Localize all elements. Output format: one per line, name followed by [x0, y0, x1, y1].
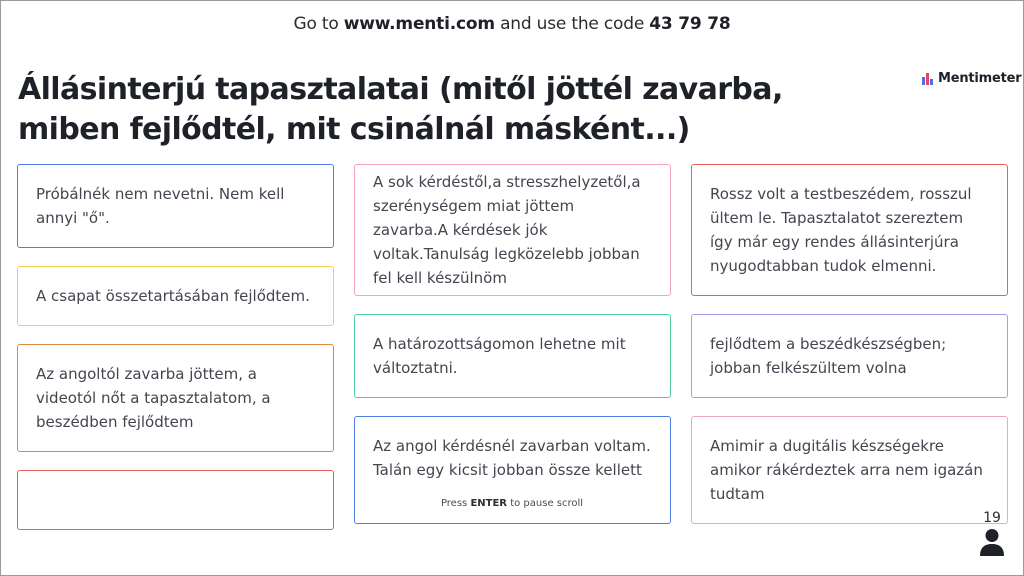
- response-card: [17, 344, 334, 452]
- join-middle: and use the code: [500, 14, 645, 34]
- responses-column-1: [17, 164, 334, 548]
- response-text: Az angol kérdésnél zavarban voltam. Talán egy kicsit jobban össze kellett: [373, 437, 651, 479]
- response-card: [354, 164, 671, 296]
- response-text: fejlődtem a beszédkészségben; jobban felkészültem volna: [710, 335, 947, 377]
- scroll-hint-suffix: to pause scroll: [510, 498, 584, 509]
- join-instructions: [0, 14, 1024, 34]
- response-card: [17, 164, 334, 248]
- response-card: [354, 314, 671, 398]
- response-text: Amimir a dugitális készségekre amikor rákérdeztek arra nem igazán tudtam: [710, 437, 983, 503]
- person-icon: [980, 528, 1004, 556]
- scroll-hint-prefix: Press: [440, 498, 468, 509]
- join-url[interactable]: www.menti.com: [343, 14, 495, 34]
- join-prefix: Go to: [293, 14, 339, 34]
- scroll-hint-key: ENTER: [470, 498, 508, 509]
- response-text: Az angoltól zavarba jöttem, a videotól nőt a tapasztalatom, a beszédben fejlődtem: [36, 365, 271, 431]
- responses-column-2: [354, 164, 671, 542]
- response-card: [17, 266, 334, 326]
- response-card: [691, 314, 1008, 398]
- join-code: 43 79 78: [649, 14, 731, 34]
- scroll-hint: [0, 498, 1024, 509]
- logo-text: Mentimeter: [938, 71, 1022, 86]
- question-title: Állásinterjú tapasztalatai (mitől jöttél zavarba, miben fejlődtél, mit csinálnál másként...): [18, 72, 783, 147]
- mentimeter-logo-icon: [922, 73, 934, 85]
- response-text: Rossz volt a testbeszédem, rosszul ültem le. Tapasztalatot szereztem így már egy rendes állásinterjúra nyugodtabban tudok elmenni.: [710, 185, 972, 275]
- response-text: A sok kérdéstől,a stresszhelyzetől,a szerénységem miat jöttem zavarba.A kérdések jók voltak.Tanulság legközelebb jobban fel kell készülnöm: [373, 173, 641, 287]
- mentimeter-logo: [922, 71, 1021, 86]
- response-text: A csapat összetartásában fejlődtem.: [36, 287, 310, 305]
- participant-count: 19: [983, 510, 1001, 526]
- responses-column-3: [691, 164, 1008, 542]
- response-text: A határozottságomon lehetne mit változtatni.: [373, 335, 626, 377]
- responses-board[interactable]: [17, 164, 1008, 503]
- response-text: Próbálnék nem nevetni. Nem kell annyi "ő".: [36, 185, 285, 227]
- response-card: [691, 164, 1008, 296]
